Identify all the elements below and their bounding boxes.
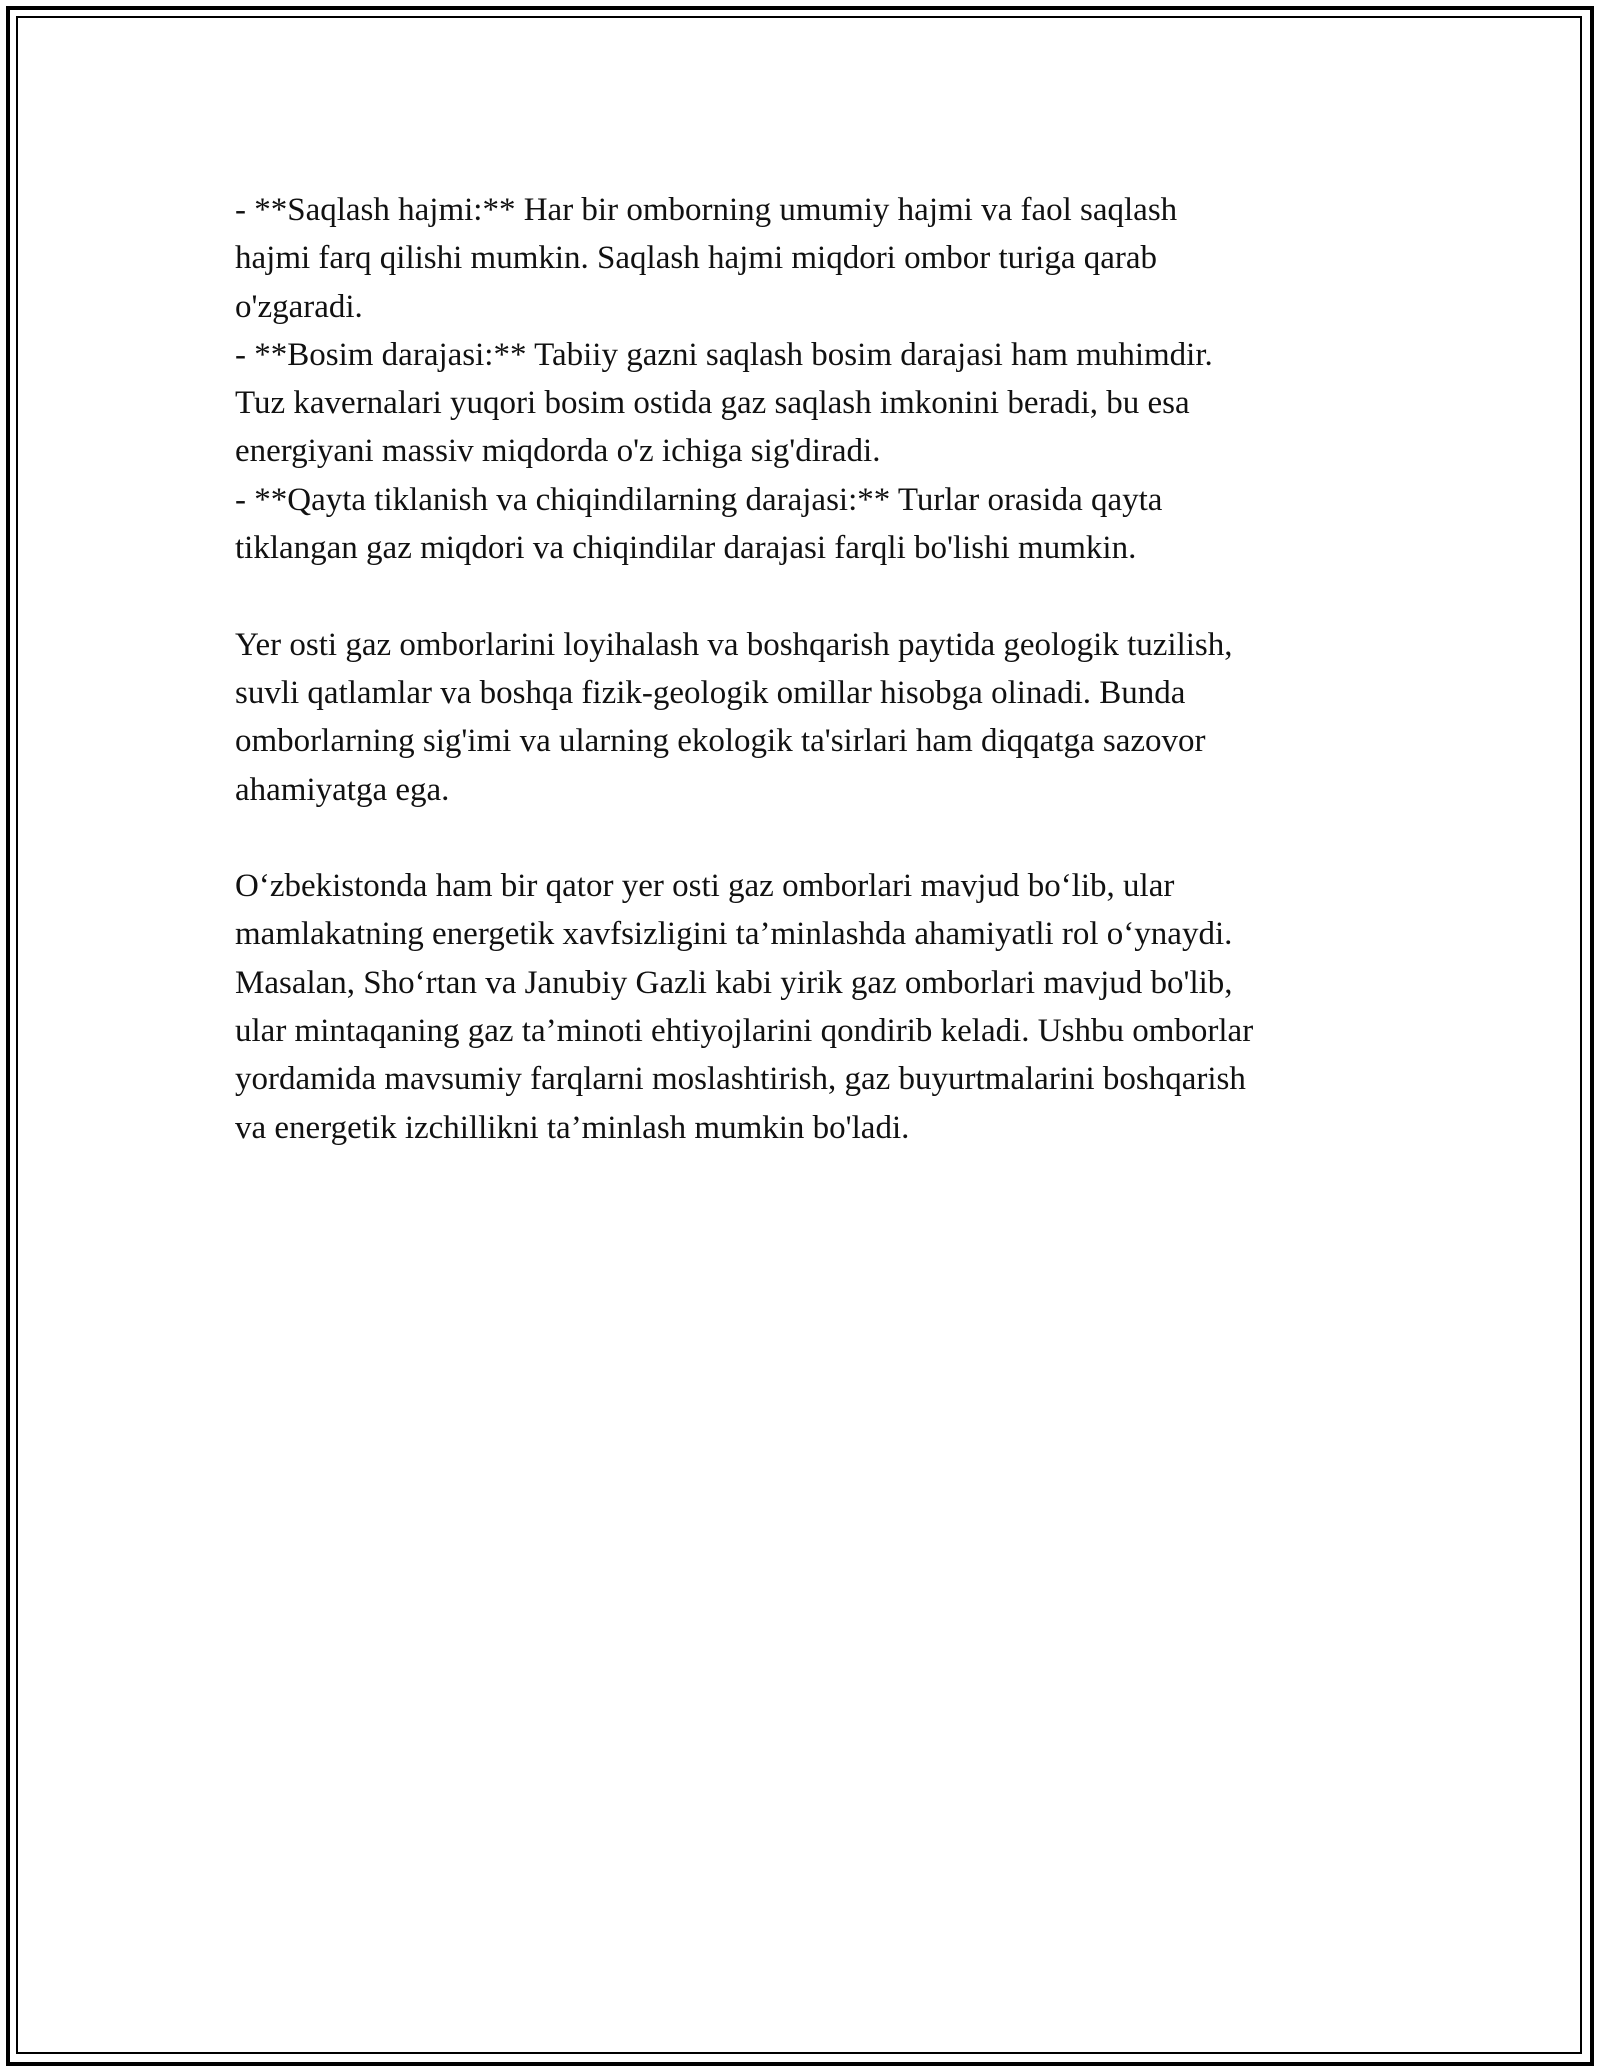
paragraph-spacer [235, 814, 1395, 862]
document-body [235, 186, 1395, 1152]
paragraph-yer-osti [235, 621, 1395, 814]
text-line: o'zgaradi. [235, 288, 363, 325]
bullet-saqlash-hajmi [235, 186, 1395, 331]
text-line: O‘zbekistonda ham bir qator yer osti gaz omborlari mavjud bo‘lib, ular [235, 868, 1175, 905]
text-line: energiyani massiv miqdorda o'z ichiga sig'diradi. [235, 433, 881, 470]
text-line: Yer osti gaz omborlarini loyihalash va boshqarish paytida geologik tuzilish, [235, 626, 1233, 663]
text-line: yordamida mavsumiy farqlarni moslashtirish, gaz buyurtmalarini boshqarish [235, 1061, 1246, 1098]
text-line: mamlakatning energetik xavfsizligini ta’minlashda ahamiyatli rol o‘ynaydi. [235, 916, 1233, 953]
text-line: - **Qayta tiklanish va chiqindilarning darajasi:** Turlar orasida qayta [235, 481, 1163, 518]
text-line: Masalan, Sho‘rtan va Janubiy Gazli kabi yirik gaz omborlari mavjud bo'lib, [235, 964, 1233, 1001]
text-line: omborlarning sig'imi va ularning ekologik ta'sirlari ham diqqatga sazovor [235, 723, 1206, 760]
bullet-qayta-tiklanish [235, 476, 1395, 573]
text-line: hajmi farq qilishi mumkin. Saqlash hajmi miqdori ombor turiga qarab [235, 240, 1158, 277]
text-line: - **Bosim darajasi:** Tabiiy gazni saqlash bosim darajasi ham muhimdir. [235, 336, 1213, 373]
text-line: ahamiyatga ega. [235, 771, 450, 808]
text-line: Tuz kavernalari yuqori bosim ostida gaz saqlash imkonini beradi, bu esa [235, 385, 1190, 422]
paragraph-spacer [235, 572, 1395, 620]
text-line: va energetik izchillikni ta’minlash mumkin bo'ladi. [235, 1109, 910, 1146]
paragraph-uzbekistonda [235, 862, 1395, 1152]
bullet-bosim-darajasi [235, 331, 1395, 476]
text-line: - **Saqlash hajmi:** Har bir omborning umumiy hajmi va faol saqlash [235, 192, 1178, 228]
text-line: tiklangan gaz miqdori va chiqindilar darajasi farqli bo'lishi mumkin. [235, 530, 1137, 567]
text-line: ular mintaqaning gaz ta’minoti ehtiyojlarini qondirib keladi. Ushbu omborlar [235, 1013, 1254, 1050]
text-line: suvli qatlamlar va boshqa fizik-geologik omillar hisobga olinadi. Bunda [235, 674, 1186, 711]
